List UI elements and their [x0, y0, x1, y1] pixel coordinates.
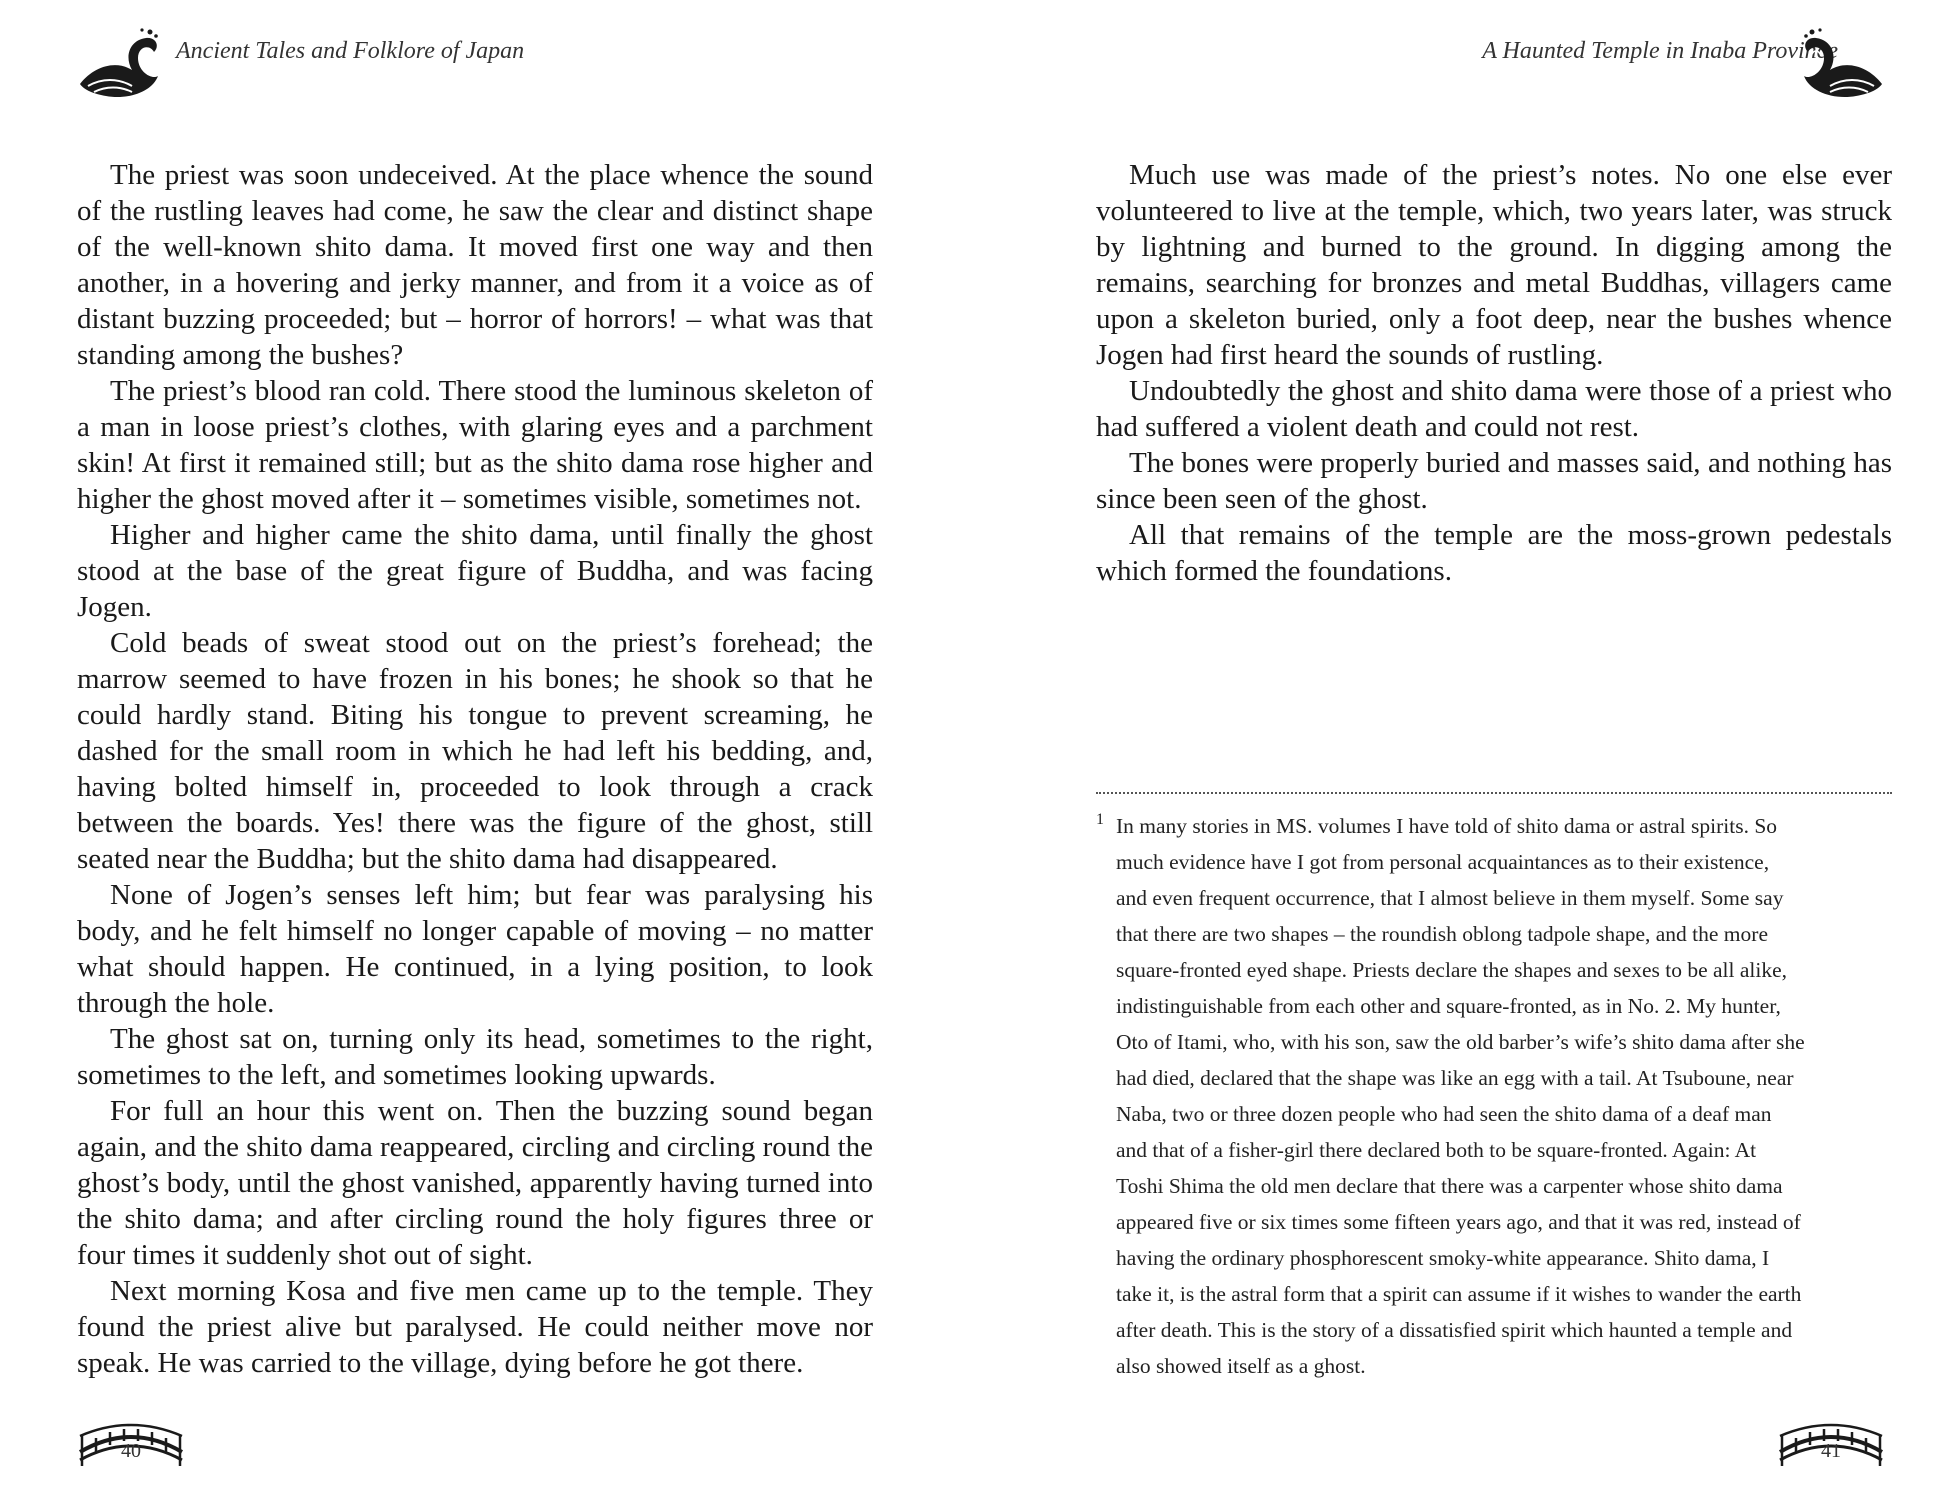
footnote	[1096, 808, 1876, 1384]
footnote-divider	[1096, 792, 1892, 794]
footnote-line: that there are two shapes – the roundish oblong tadpole shape, and the more	[1116, 922, 1768, 946]
running-head: A Haunted Temple in Inaba Province	[1482, 38, 1838, 64]
footnote-line: and even frequent occurrence, that I almost believe in them myself. Some say	[1116, 886, 1784, 910]
paragraph: Higher and higher came the shito dama, until finally the ghost stood at the base of the great figure of Buddha, and was facing Jogen.	[77, 519, 873, 623]
footnote-line: and that of a fisher-girl there declared both to be square-fronted. Again: At	[1116, 1138, 1757, 1162]
footnote-line: appeared five or six times some fifteen years ago, and that it was red, instead of	[1116, 1210, 1801, 1234]
running-head: Ancient Tales and Folklore of Japan	[176, 38, 525, 64]
paragraph: The ghost sat on, turning only its head, sometimes to the right, sometimes to the left, and sometimes looking upwards.	[77, 1023, 873, 1091]
footnote-line: In many stories in MS. volumes I have told of shito dama or astral spirits. So	[1116, 814, 1778, 838]
body-text	[77, 157, 873, 1381]
footnote-line: Naba, two or three dozen people who had seen the shito dama of a deaf man	[1116, 1102, 1772, 1126]
footnote-line: having the ordinary phosphorescent smoky-white appearance. Shito dama, I	[1116, 1246, 1770, 1270]
footnote-marker: 1	[1096, 811, 1104, 828]
footnote-line: Oto of Itami, who, with his son, saw the old barber’s wife’s shito dama after she	[1116, 1030, 1805, 1054]
footnote-line: take it, is the astral form that a spirit can assume if it wishes to wander the earth	[1116, 1282, 1802, 1306]
paragraph: Cold beads of sweat stood out on the priest’s forehead; the marrow seemed to have frozen in his bones; he shook so that he could hardly stand. Biting his tongue to prevent screaming, he dashed for the small room in which he had left his bedding, and, having bolted himself in, proceeded to look through a crack between the boards. Yes! there was the figure of the ghost, still seated near the Buddha; but the shito dama had disappeared.	[77, 627, 873, 875]
paragraph: For full an hour this went on. Then the buzzing sound began again, and the shito dama reappeared, circling and circling round the ghost’s body, until the ghost vanished, apparently having turned into the shito dama; and after circling round the holy figures three or four times it suddenly shot out of sight.	[77, 1095, 873, 1271]
footnote-line: much evidence have I got from personal acquaintances as to their existence,	[1116, 850, 1770, 874]
footnote-line: after death. This is the story of a dissatisfied spirit which haunted a temple and	[1116, 1318, 1793, 1342]
paragraph: None of Jogen’s senses left him; but fear was paralysing his body, and he felt himself no longer capable of moving – no matter what should happen. He continued, in a lying position, to look through the hole.	[77, 879, 873, 1019]
footnote-line: had died, declared that the shape was like an egg with a tail. At Tsuboune, near	[1116, 1066, 1794, 1090]
footnote-text	[1116, 808, 1876, 1384]
paragraph: The bones were properly buried and masses said, and nothing has since been seen of the ghost.	[1096, 447, 1892, 515]
footnote-line: square-fronted eyed shape. Priests declare the shapes and sexes to be all alike,	[1116, 958, 1788, 982]
page-number: 41	[1821, 1440, 1841, 1462]
body-text	[1096, 157, 1892, 589]
footnote-line: Toshi Shima the old men declare that there was a carpenter whose shito dama	[1116, 1174, 1783, 1198]
paragraph: Undoubtedly the ghost and shito dama were those of a priest who had suffered a violent death and could not rest.	[1096, 375, 1892, 443]
paragraph: Much use was made of the priest’s notes. No one else ever volunteered to live at the temple, which, two years later, was struck by lightning and burned to the ground. In digging among the remains, searching for bronzes and metal Buddhas, villagers came upon a skeleton buried, only a foot deep, near the bushes whence Jogen had first heard the sounds of rustling.	[1096, 159, 1892, 371]
footnote-line: indistinguishable from each other and square-fronted, as in No. 2. My hunter,	[1116, 994, 1781, 1018]
paragraph: All that remains of the temple are the moss-grown pedestals which formed the foundations.	[1096, 519, 1892, 587]
page-number: 40	[121, 1440, 141, 1462]
paragraph: Next morning Kosa and five men came up to the temple. They found the priest alive but paralysed. He could neither move nor speak. He was carried to the village, dying before he got there.	[77, 1275, 873, 1379]
wave-ornament-icon	[1802, 26, 1886, 102]
paragraph: The priest’s blood ran cold. There stood the luminous skeleton of a man in loose priest’s clothes, with glaring eyes and a parchment skin! At first it remained still; but as the shito dama rose higher and higher the ghost moved after it – sometimes visible, sometimes not.	[77, 375, 873, 515]
footnote-line: also showed itself as a ghost.	[1116, 1354, 1366, 1378]
paragraph: The priest was soon undeceived. At the place whence the sound of the rustling leaves had come, he saw the clear and distinct shape of the well-known shito dama. It moved first one way and then another, in a hovering and jerky manner, and from it a voice as of distant buzzing proceeded; but – horror of horrors! – what was that standing among the bushes?	[77, 159, 873, 371]
wave-ornament-icon	[76, 26, 160, 102]
right-page	[980, 0, 1960, 1499]
